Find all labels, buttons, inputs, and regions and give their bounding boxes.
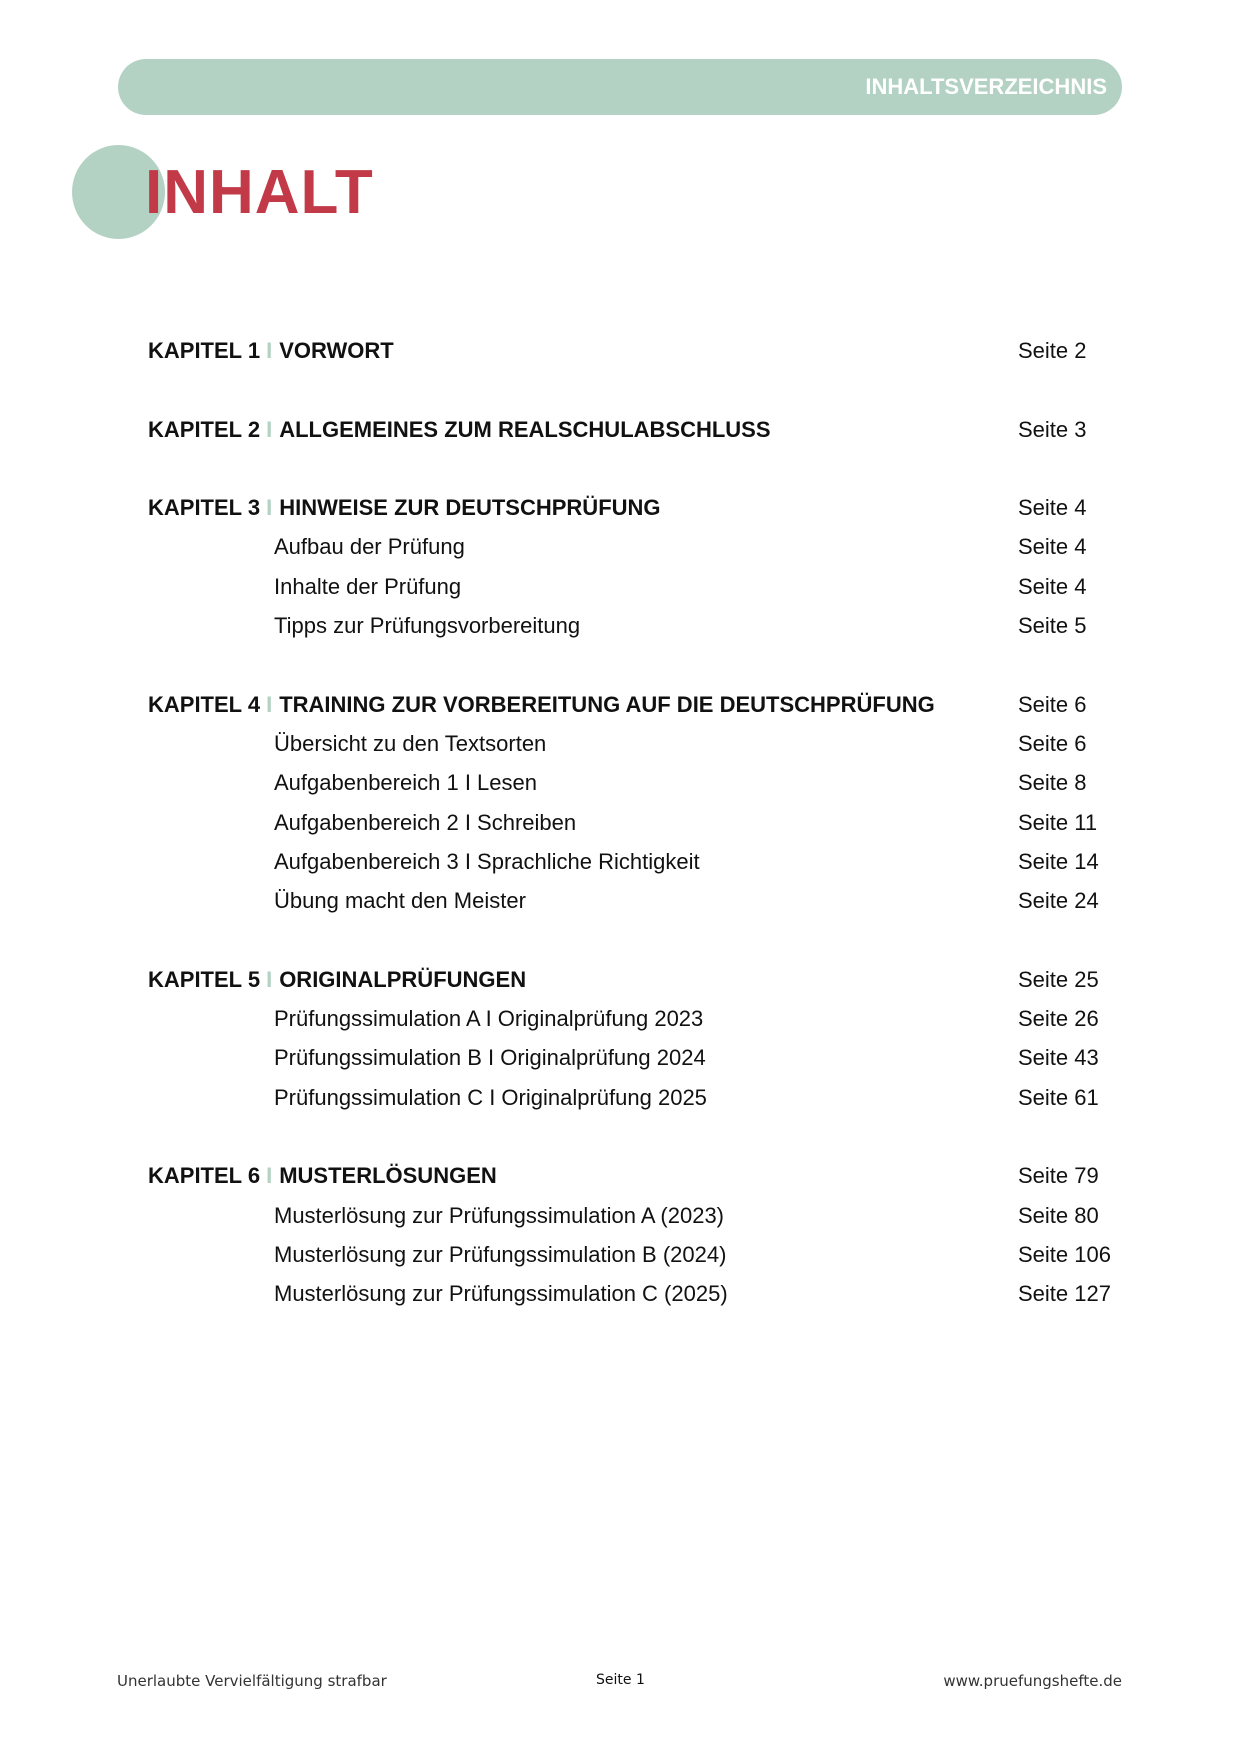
footer-copyright-notice: Unerlaubte Vervielfältigung strafbar [117, 1672, 387, 1690]
toc-item[interactable] [148, 527, 1128, 566]
separator: I [266, 691, 273, 717]
item-title: Aufbau der Prüfung [274, 534, 465, 560]
item-title: Musterlösung zur Prüfungssimulation C (2025) [274, 1281, 728, 1307]
chapter-title: VORWORT [279, 338, 394, 363]
chapter-number: KAPITEL 1 [148, 338, 261, 363]
toc-item[interactable] [148, 1196, 1128, 1235]
header-banner [118, 59, 1122, 115]
separator: I [266, 416, 273, 442]
page-ref: Seite 61 [1018, 1084, 1099, 1110]
page-title: INHALT [145, 158, 374, 227]
toc-item[interactable] [148, 1274, 1128, 1313]
item-title: Inhalte der Prüfung [274, 573, 462, 599]
chapter-number: KAPITEL 4 [148, 691, 261, 717]
toc-item[interactable] [148, 999, 1128, 1038]
spacer [148, 645, 1128, 684]
page-ref: Seite 24 [1018, 888, 1099, 914]
item-title: Tipps zur Prüfungsvorbereitung [274, 613, 581, 639]
toc-chapter-3[interactable] [148, 488, 1128, 527]
item-title: Übung macht den Meister [274, 888, 526, 914]
item-title: Aufgabenbereich 3 I Sprachliche Richtigkeit [274, 848, 700, 874]
spacer [148, 449, 1128, 488]
separator: I [266, 338, 273, 363]
separator: I [266, 966, 273, 992]
table-of-contents [148, 331, 1128, 1313]
page-ref: Seite 127 [1018, 1281, 1111, 1307]
chapter-number: KAPITEL 5 [148, 966, 261, 992]
toc-item[interactable] [148, 803, 1128, 842]
page-ref: Seite 8 [1018, 770, 1087, 796]
toc-item[interactable] [148, 1235, 1128, 1274]
page-ref: Seite 5 [1018, 613, 1087, 639]
page-ref: Seite 106 [1018, 1241, 1111, 1267]
toc-item[interactable] [148, 1038, 1128, 1077]
toc-item[interactable] [148, 881, 1128, 920]
toc-chapter-1[interactable] [148, 331, 1128, 370]
separator: I [266, 495, 273, 521]
spacer [148, 1117, 1128, 1156]
item-title: Musterlösung zur Prüfungssimulation A (2023) [274, 1202, 725, 1228]
page-ref: Seite 25 [1018, 966, 1099, 992]
page-ref: Seite 6 [1018, 730, 1087, 756]
page-footer [117, 1672, 1122, 1694]
chapter-number: KAPITEL 2 [148, 416, 261, 442]
page-ref: Seite 4 [1018, 573, 1087, 599]
item-title: Übersicht zu den Textsorten [274, 730, 547, 756]
toc-chapter-4[interactable] [148, 685, 1128, 724]
chapter-title: ORIGINALPRÜFUNGEN [279, 966, 527, 992]
toc-item[interactable] [148, 1078, 1128, 1117]
item-title: Aufgabenbereich 1 I Lesen [274, 770, 537, 796]
toc-item[interactable] [148, 606, 1128, 645]
page-ref: Seite 14 [1018, 848, 1099, 874]
toc-chapter-5[interactable] [148, 960, 1128, 999]
item-title: Aufgabenbereich 2 I Schreiben [274, 809, 577, 835]
item-title: Prüfungssimulation C I Originalprüfung 2025 [274, 1084, 707, 1110]
item-title: Prüfungssimulation B I Originalprüfung 2024 [274, 1045, 706, 1071]
chapter-number: KAPITEL 3 [148, 495, 261, 521]
toc-chapter-2[interactable] [148, 410, 1128, 449]
spacer [148, 370, 1128, 409]
footer-page-number: Seite 1 [596, 1672, 645, 1688]
separator: I [266, 1163, 273, 1189]
header-label: INHALTSVERZEICHNIS [865, 74, 1107, 99]
page-ref: Seite 80 [1018, 1202, 1099, 1228]
footer-website-link[interactable]: www.pruefungshefte.de [943, 1672, 1122, 1690]
page-ref: Seite 2 [1018, 338, 1087, 363]
toc-item[interactable] [148, 724, 1128, 763]
chapter-number: KAPITEL 6 [148, 1163, 261, 1189]
toc-item[interactable] [148, 842, 1128, 881]
toc-chapter-6[interactable] [148, 1156, 1128, 1195]
chapter-title: TRAINING ZUR VORBEREITUNG AUF DIE DEUTSCHPRÜFUNG [279, 691, 935, 717]
page-ref: Seite 79 [1018, 1163, 1099, 1189]
chapter-title: ALLGEMEINES ZUM REALSCHULABSCHLUSS [279, 416, 771, 442]
page-ref: Seite 6 [1018, 691, 1087, 717]
page-ref: Seite 43 [1018, 1045, 1099, 1071]
page-ref: Seite 11 [1018, 809, 1098, 835]
toc-item[interactable] [148, 763, 1128, 802]
page-ref: Seite 26 [1018, 1006, 1099, 1032]
toc-item[interactable] [148, 567, 1128, 606]
item-title: Prüfungssimulation A I Originalprüfung 2023 [274, 1006, 704, 1032]
chapter-title: MUSTERLÖSUNGEN [279, 1163, 497, 1189]
chapter-title: HINWEISE ZUR DEUTSCHPRÜFUNG [279, 495, 661, 521]
item-title: Musterlösung zur Prüfungssimulation B (2024) [274, 1241, 727, 1267]
page-ref: Seite 3 [1018, 416, 1087, 442]
page-ref: Seite 4 [1018, 534, 1087, 560]
spacer [148, 920, 1128, 959]
page-ref: Seite 4 [1018, 495, 1087, 521]
